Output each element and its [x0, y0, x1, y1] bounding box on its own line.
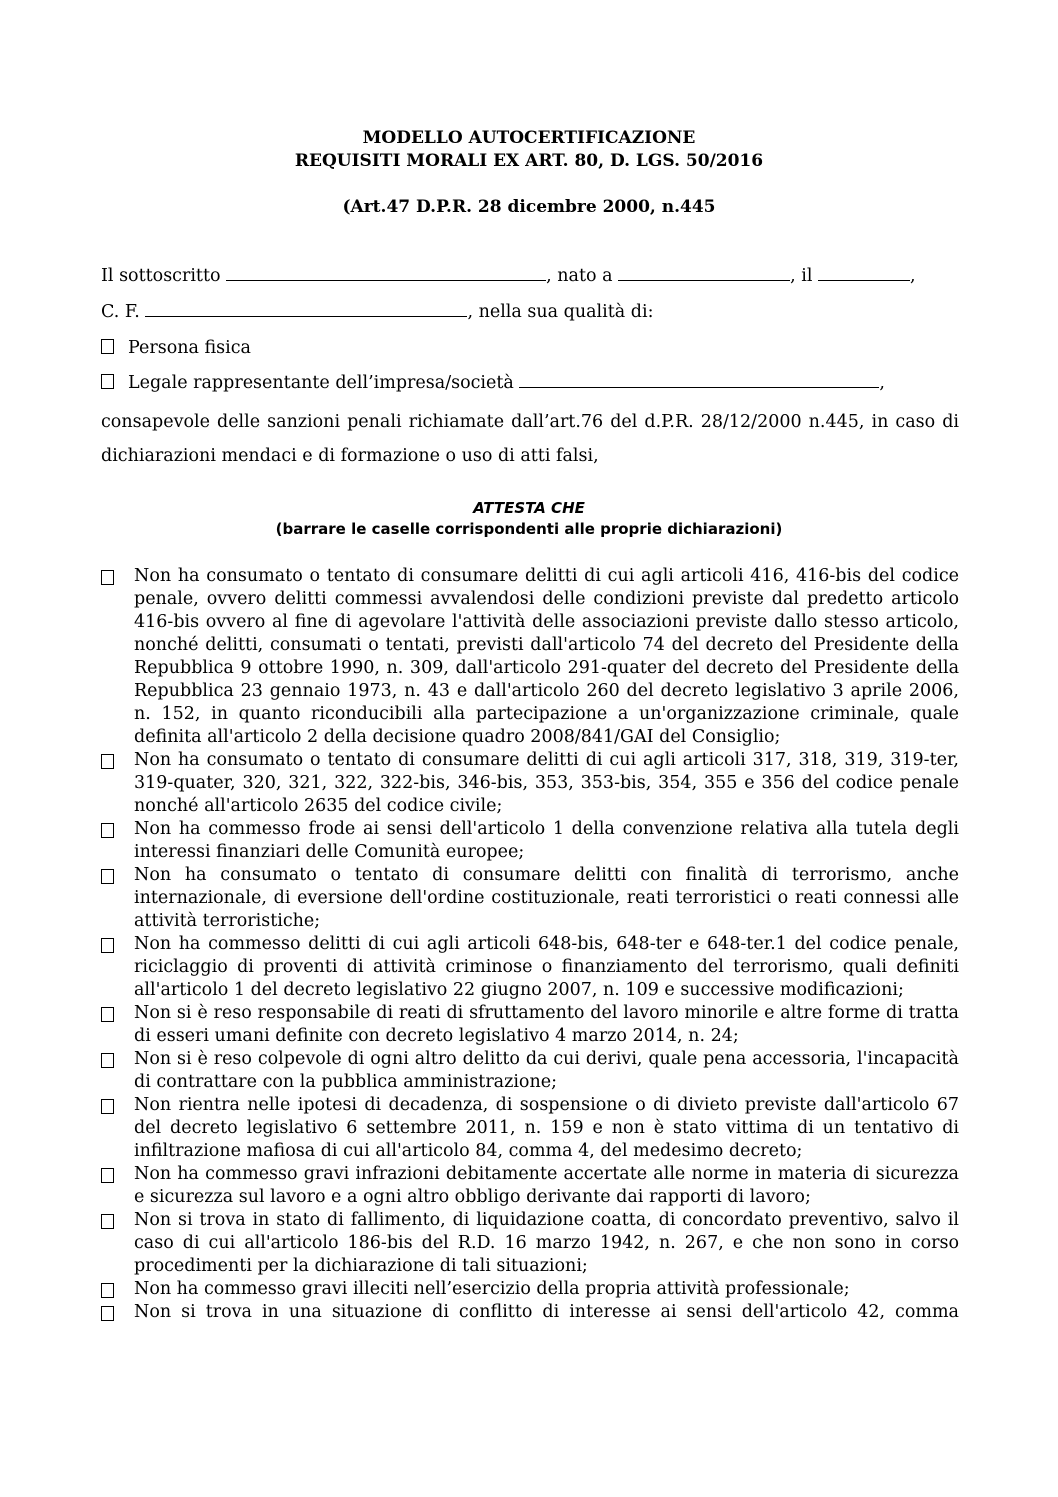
cf-row: [101, 300, 959, 324]
attesta-heading: [100, 498, 958, 540]
nato-label: , nato a: [546, 266, 613, 286]
sottoscritto-row: [101, 264, 959, 288]
checkbox-declaration[interactable]: [101, 1053, 114, 1068]
declaration-text: Non ha consumato o tentato di consumare delitti di cui agli articoli 416, 416-bis del codice penale, ovvero delitti commessi avvalendosi delle condizioni previste dal predetto articolo 416-bis ovvero al fine di agevolare l'attività delle associazioni previste dallo stesso articolo, nonché delitti, consumati o tentati, previsti dall'articolo 74 del decreto del Presidente della Repubblica 9 ottobre 1990, n. 309, dall'articolo 291-quater del decreto del Presidente della Repubblica 23 gennaio 1973, n. 43 e dall'articolo 260 del decreto legislativo 3 aprile 2006, n. 152, in quanto riconducibili alla partecipazione a un'organizzazione criminale, quale definita all'articolo 2 della decisione quadro 2008/841/GAI del Consiglio;: [134, 566, 959, 747]
declaration-text: Non ha consumato o tentato di consumare delitti con finalità di terrorismo, anche internazionale, di eversione dell'ordine costituzionale, reati terroristici o reati connessi alle attività terroristiche;: [134, 865, 959, 931]
option-legale-label: Legale rappresentante dell’impresa/società: [128, 373, 514, 393]
checkbox-declaration[interactable]: [101, 869, 114, 884]
impresa-field[interactable]: [519, 373, 879, 388]
data-nascita-field[interactable]: [818, 266, 910, 281]
option-persona-fisica[interactable]: [101, 336, 959, 360]
declaration-text: Non ha commesso gravi infrazioni debitamente accertate alle norme in materia di sicurezza e sicurezza sul lavoro e a ogni altro obbligo derivante dai rapporti di lavoro;: [134, 1164, 959, 1207]
luogo-nascita-field[interactable]: [618, 266, 790, 281]
checkbox-declaration[interactable]: [101, 1306, 114, 1321]
attesta-title: ATTESTA CHE: [473, 499, 585, 517]
declaration-item: [101, 933, 959, 1002]
declaration-item: [101, 1048, 959, 1094]
row-comma: ,: [910, 266, 916, 286]
checkbox-declaration[interactable]: [101, 1214, 114, 1229]
checkbox-declaration[interactable]: [101, 570, 114, 585]
declaration-text: Non rientra nelle ipotesi di decadenza, di sospensione o di divieto previste dall'articolo 67 del decreto legislativo 6 settembre 2011, n. 159 e non è stato vittima di un tentativo di infiltrazione mafiosa di cui all'articolo 84, comma 4, del medesimo decreto;: [134, 1095, 959, 1161]
declaration-item: [101, 565, 959, 749]
declaration-text: Non si trova in stato di fallimento, di liquidazione coatta, di concordato preventivo, salvo il caso di cui all'articolo 186-bis del R.D. 16 marzo 1942, n. 267, e che non sono in corso procedimenti per la dichiarazione di tali situazioni;: [134, 1210, 959, 1276]
checkbox-persona-fisica[interactable]: [101, 339, 114, 354]
option-legale-rappresentante[interactable]: [101, 371, 959, 395]
declaration-item: [101, 1278, 959, 1301]
declaration-item: [101, 1163, 959, 1209]
option-persona-label: Persona fisica: [128, 338, 251, 358]
consapevole-paragraph: consapevole delle sanzioni penali richiamate dall’art.76 del d.P.R. 28/12/2000 n.445, in caso di dichiarazioni mendaci e di formazione o uso di atti falsi,: [101, 412, 959, 466]
declaration-item: [101, 1209, 959, 1278]
checkbox-declaration[interactable]: [101, 1283, 114, 1298]
checkbox-declaration[interactable]: [101, 754, 114, 769]
declaration-text: Non ha consumato o tentato di consumare delitti di cui agli articoli 317, 318, 319, 319-ter, 319-quater, 320, 321, 322, 322-bis, 346-bis, 353, 353-bis, 354, 355 e 356 del codice penale nonché all'articolo 2635 del codice civile;: [134, 750, 959, 816]
declaration-text: Non si è reso responsabile di reati di sfruttamento del lavoro minorile e altre forme di tratta di esseri umani definite con decreto legislativo 4 marzo 2014, n. 24;: [134, 1003, 959, 1046]
legal-reference: (Art.47 D.P.R. 28 dicembre 2000, n.445: [342, 197, 716, 217]
qualita-label: , nella sua qualità di:: [467, 302, 654, 322]
document-title: MODELLO AUTOCERTIFICAZIONE: [362, 128, 696, 148]
codice-fiscale-field[interactable]: [145, 302, 467, 317]
il-label: , il: [790, 266, 813, 286]
checkbox-declaration[interactable]: [101, 938, 114, 953]
declaration-item: [101, 1002, 959, 1048]
declaration-text: Non si trova in una situazione di conflitto di interesse ai sensi dell'articolo 42, comma: [134, 1302, 959, 1322]
declaration-text: Non ha commesso delitti di cui agli articoli 648-bis, 648-ter e 648-ter.1 del codice penale, riciclaggio di proventi di attività criminose o finanziamento del terrorismo, quali definiti all'articolo 1 del decreto legislativo 22 giugno 2007, n. 109 e successive modificazioni;: [134, 934, 959, 1000]
declaration-text: Non ha commesso gravi illeciti nell’esercizio della propria attività professionale;: [134, 1279, 850, 1299]
declaration-item: [101, 864, 959, 933]
declaration-text: Non si è reso colpevole di ogni altro delitto da cui derivi, quale pena accessoria, l'incapacità di contrattare con la pubblica amministrazione;: [134, 1049, 959, 1092]
sottoscritto-field[interactable]: [226, 266, 546, 281]
legale-comma: ,: [879, 373, 885, 393]
cf-label: C. F.: [101, 302, 140, 322]
declaration-item: [101, 1094, 959, 1163]
checkbox-declaration[interactable]: [101, 1099, 114, 1114]
checkbox-declaration[interactable]: [101, 823, 114, 838]
checkbox-declaration[interactable]: [101, 1007, 114, 1022]
checkbox-declaration[interactable]: [101, 1168, 114, 1183]
attesta-subtitle: (barrare le caselle corrispondenti alle proprie dichiarazioni): [275, 520, 783, 538]
declaration-item: [101, 818, 959, 864]
document-subtitle: REQUISITI MORALI EX ART. 80, D. LGS. 50/2016: [294, 151, 764, 171]
declarations-list: [101, 565, 959, 1324]
checkbox-legale-rappresentante[interactable]: [101, 374, 114, 389]
sottoscritto-label: Il sottoscritto: [101, 266, 221, 286]
declaration-text: Non ha commesso frode ai sensi dell'articolo 1 della convenzione relativa alla tutela degli interessi finanziari delle Comunità europee;: [134, 819, 959, 862]
declaration-item: [101, 1301, 959, 1324]
declaration-item: [101, 749, 959, 818]
